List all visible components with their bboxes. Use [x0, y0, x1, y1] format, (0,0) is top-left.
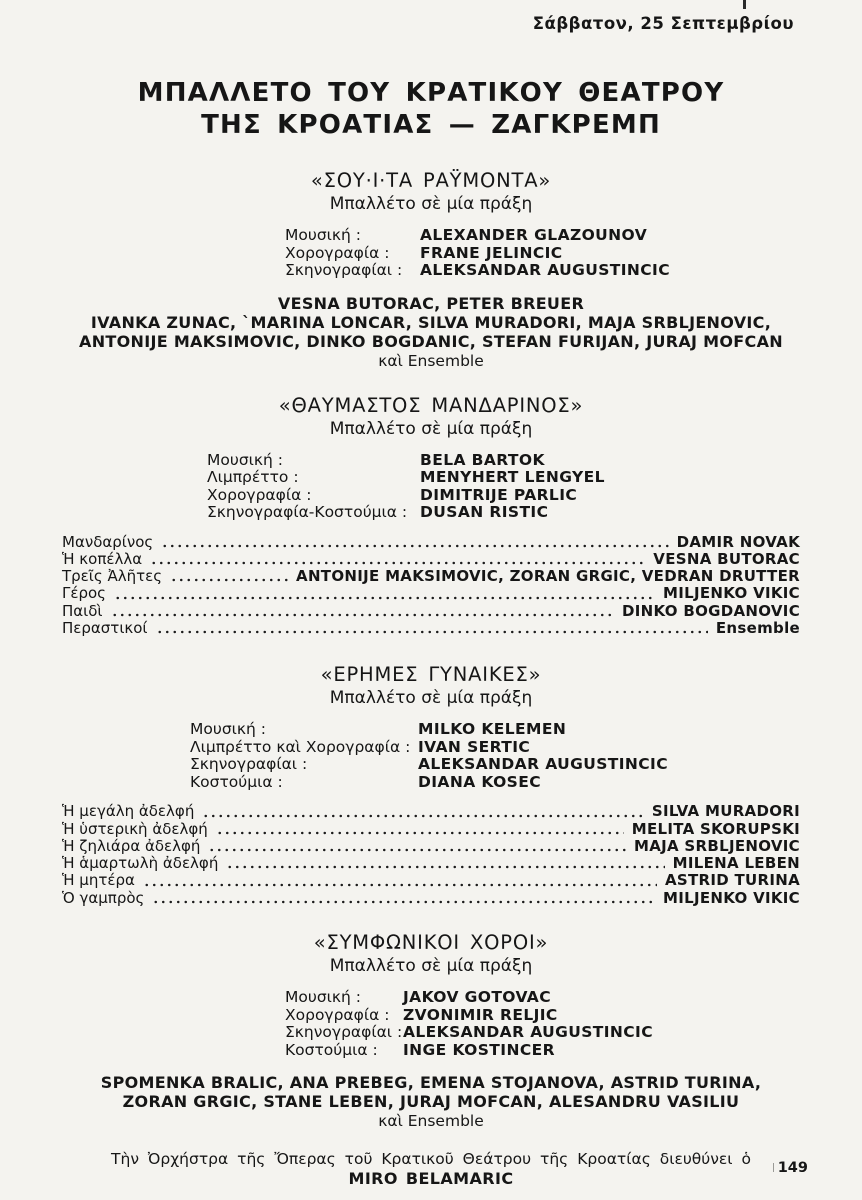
dotted-leader: [216, 831, 624, 835]
credit-value: INGE KOSTINCER: [403, 1040, 555, 1059]
dotted-leader: [202, 814, 644, 818]
credit-label: Μουσική :: [190, 720, 267, 739]
role-name: Περαστικοί: [62, 618, 148, 637]
credit-label: Σκηνογραφία-Κοστούμια :: [207, 503, 408, 521]
credits-list: [285, 989, 800, 1059]
credit-label: Σκηνογραφίαι :: [190, 755, 308, 774]
section-raymonda-suite: [62, 169, 800, 370]
role-row: [62, 585, 800, 602]
credit-label: Λιμπρέττο καὶ Χορογραφία :: [190, 737, 411, 756]
page-number: 149: [773, 1160, 808, 1176]
credit-label: Κοστούμια :: [190, 772, 283, 791]
credit-label: Σκηνογραφίαι :: [285, 261, 403, 279]
role-name: Μανδαρίνος: [62, 532, 154, 551]
roles-list: [62, 534, 800, 638]
dotted-leader: [150, 561, 645, 565]
role-name: Ἡ κοπέλλα: [62, 549, 143, 568]
role-name: Παιδὶ: [62, 601, 103, 620]
section-miraculous-mandarin: [62, 394, 800, 638]
credit-value: ALEKSANDAR AUGUSTINCIC: [420, 261, 671, 279]
role-row: [62, 872, 800, 889]
credit-label: Μουσική :: [285, 988, 362, 1007]
dotted-leader: [226, 865, 664, 869]
dotted-leader: [111, 613, 615, 617]
cast-line: ANTONIJE MAKSIMOVIC, DINKO BOGDANIC, STEFAN FURIJAN, JURAJ MOFCAN: [79, 331, 783, 351]
role-performer: MILENA LEBEN: [672, 854, 800, 873]
credit-value: ZVONIMIR RELJIC: [403, 1005, 558, 1024]
role-performer: DINKO BOGDANOVIC: [622, 601, 800, 620]
role-row: [62, 838, 800, 855]
role-row: [62, 603, 800, 620]
dotted-leader: [208, 848, 626, 852]
dotted-leader: [156, 630, 708, 634]
section-title: «ΕΡΗΜΕΣ ΓΥΝΑΙΚΕΣ»: [320, 663, 542, 687]
role-row: [62, 855, 800, 872]
credit-value: FRANE JELINCIC: [420, 243, 563, 262]
cast-list: [62, 294, 800, 351]
credit-value: IVAN SERTIC: [418, 737, 531, 756]
role-row: [62, 620, 800, 637]
dotted-leader: [143, 883, 657, 887]
role-row: [62, 821, 800, 838]
credit-label: Χορογραφία :: [285, 243, 390, 262]
dotted-leader: [152, 900, 655, 904]
role-performer: MILJENKO VIKIC: [663, 888, 800, 907]
role-name: Τρεῖς Ἀλῆτες: [62, 567, 163, 586]
page-title: [62, 77, 800, 141]
credit-value: MILKO KELEMEN: [418, 720, 567, 739]
dotted-leader: [114, 596, 655, 600]
page-title-line1: ΜΠΑΛΛΕΤΟ ΤΟΥ ΚΡΑΤΙΚΟΥ ΘΕΑΤΡΟΥ: [137, 78, 725, 108]
credit-value: ALEKSANDAR AUGUSTINCIC: [418, 755, 669, 774]
program-date: Σάββατον, 25 Σεπτεμβρίου: [532, 14, 794, 33]
cast-line: ZORAN GRGIC, STANE LEBEN, JURAJ MOFCAN, ALESANDRU VASILIU: [122, 1092, 740, 1112]
section-symphonic-dances: [62, 931, 800, 1130]
section-title: «ΣΟΥ·Ι·ΤΑ ΡΑΫΜΟΝΤΑ»: [310, 169, 552, 192]
credit-value: JAKOV GOTOVAC: [403, 988, 551, 1007]
section-subtitle: Μπαλλέτο σὲ μία πράξη: [329, 956, 533, 977]
role-performer: SILVA MURADORI: [651, 802, 800, 821]
credit-value: ALEKSANDAR AUGUSTINCIC: [403, 1023, 654, 1042]
role-row: [62, 568, 800, 585]
role-name: Ἡ ζηλιάρα ἀδελφή: [62, 836, 201, 855]
cast-line: IVANKA ZUNAC, `MARINA LONCAR, SILVA MURADORI, MAJA SRBLJENOVIC,: [90, 312, 772, 332]
role-performer: MILJENKO VIKIC: [663, 584, 800, 603]
conductor-note: [62, 1150, 800, 1188]
conductor-note-line1: Τὴν Ὀρχήστρα τῆς Ὄπερας τοῦ Κρατικοῦ Θεάτρου τῆς Κροατίας διευθύνει ὁ: [111, 1150, 751, 1169]
credit-value: DIMITRIJE PARLIC: [420, 485, 578, 504]
credit-label: Λιμπρέττο :: [207, 468, 299, 486]
scan-corner-mark: [743, 0, 746, 9]
role-performer: MAJA SRBLJENOVIC: [633, 836, 800, 855]
page-title-line2: ΤΗΣ ΚΡΟΑΤΙΑΣ — ΖΑΓΚΡΕΜΠ: [201, 110, 661, 140]
conductor-name: MIRO BELAMARIC: [348, 1169, 514, 1189]
role-name: Ὁ γαμπρὸς: [62, 888, 145, 907]
role-name: Ἡ μεγάλη ἀδελφή: [62, 802, 195, 821]
role-performer: DAMIR NOVAK: [676, 532, 800, 551]
credit-label: Χορογραφία :: [285, 1005, 390, 1024]
credit-label: Μουσική :: [285, 226, 362, 244]
credit-value: ALEXANDER GLAZOUNOV: [420, 226, 648, 244]
dotted-leader: [170, 578, 288, 582]
role-name: Ἡ ὑστερικὴ ἀδελφή: [62, 819, 208, 838]
role-name: Ἡ ἁμαρτωλὴ ἀδελφή: [62, 854, 219, 873]
section-subtitle: Μπαλλέτο σὲ μία πράξη: [329, 688, 533, 709]
credit-label: Κοστούμια :: [285, 1040, 378, 1059]
credit-value: DIANA KOSEC: [418, 772, 542, 791]
dotted-leader: [161, 544, 668, 548]
role-performer: Ensemble: [715, 618, 800, 637]
section-subtitle: Μπαλλέτο σὲ μία πράξη: [329, 194, 533, 214]
role-row: [62, 551, 800, 568]
role-row: [62, 890, 800, 907]
credits-list: [207, 452, 800, 522]
role-performer: MELITA SKORUPSKI: [631, 819, 800, 838]
cast-ensemble-note: καὶ Ensemble: [378, 351, 484, 370]
role-name: Ἡ μητέρα: [62, 871, 135, 890]
credit-label: Μουσική :: [207, 450, 284, 469]
section-title: «ΘΑΥΜΑΣΤΟΣ ΜΑΝΔΑΡΙΝΟΣ»: [278, 393, 584, 417]
credit-label: Σκηνογραφίαι :: [285, 1023, 403, 1042]
role-performer: ASTRID TURINA: [664, 871, 800, 890]
cast-list: [62, 1073, 800, 1111]
credits-list: [285, 227, 800, 280]
cast-line: VESNA BUTORAC, PETER BREUER: [277, 293, 585, 313]
roles-list: [62, 803, 800, 907]
role-row: [62, 803, 800, 820]
section-subtitle: Μπαλλέτο σὲ μία πράξη: [329, 418, 533, 439]
role-performer: VESNA BUTORAC: [653, 549, 800, 568]
cast-line: SPOMENKA BRALIC, ANA PREBEG, EMENA STOJANOVA, ASTRID TURINA,: [100, 1073, 762, 1093]
section-desolate-women: [62, 663, 800, 907]
cast-ensemble-note: καὶ Ensemble: [378, 1112, 484, 1131]
credit-value: MENYHERT LENGYEL: [420, 468, 605, 486]
section-title: «ΣΥΜΦΩΝΙΚΟΙ ΧΟΡΟΙ»: [313, 931, 549, 955]
role-performer: ANTONIJE MAKSIMOVIC, ZORAN GRGIC, VEDRAN DRUTTER: [296, 567, 800, 586]
credit-value: BELA BARTOK: [420, 450, 545, 469]
role-row: [62, 534, 800, 551]
role-name: Γέρος: [62, 584, 106, 603]
credits-list: [190, 721, 800, 791]
credit-label: Χορογραφία :: [207, 485, 312, 504]
credit-value: DUSAN RISTIC: [420, 503, 549, 521]
